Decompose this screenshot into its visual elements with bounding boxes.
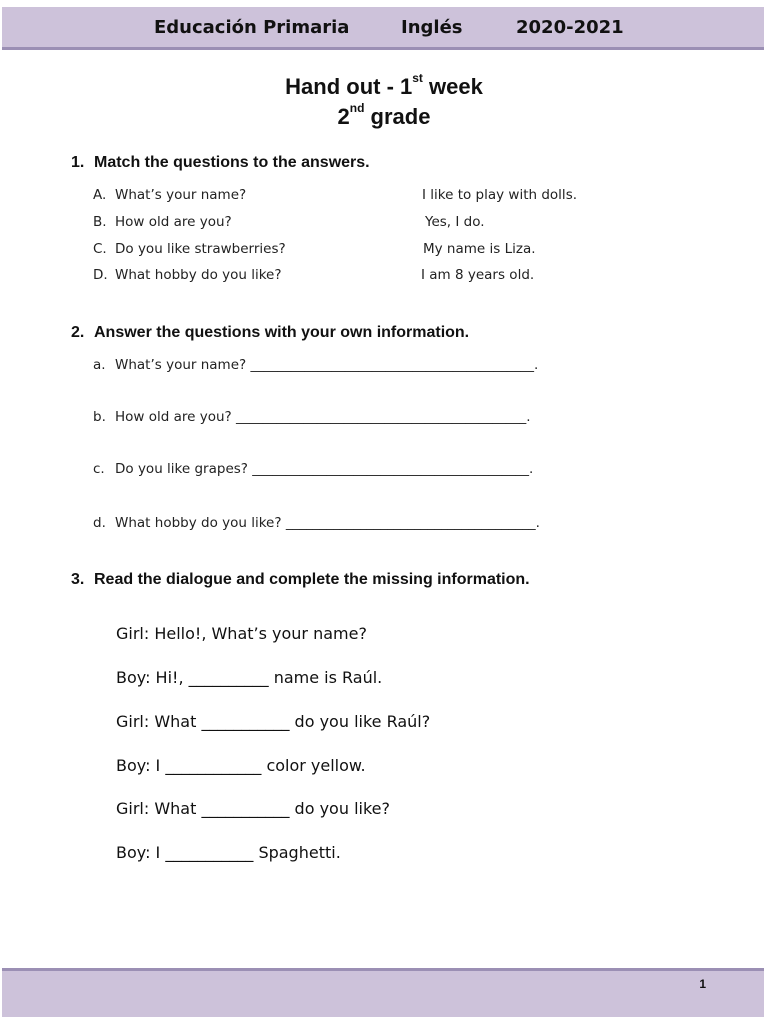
section3-heading (71, 571, 530, 589)
answer-item-letter: a. (93, 357, 106, 373)
dialogue-line: Girl: What ___________ do you like Raúl? (116, 712, 431, 731)
answer-item-text: Do you like grapes? _________________________________________. (115, 461, 534, 477)
match-question (93, 267, 282, 283)
header-subject: Inglés (401, 16, 463, 38)
match-question-text: What’s your name? (115, 187, 247, 203)
match-answer: Yes, I do. (425, 214, 485, 230)
answer-item-letter: d. (93, 515, 106, 531)
title-line2-main: 2 (337, 104, 350, 129)
dialogue-line: Boy: I ___________ Spaghetti. (116, 843, 341, 862)
match-answer: My name is Liza. (423, 241, 536, 257)
section1-number: 1. (71, 154, 85, 171)
answer-item (93, 515, 540, 531)
header-level: Educación Primaria (154, 16, 350, 38)
footer-band (2, 968, 764, 1017)
page-subtitle (0, 101, 768, 130)
section3-number: 3. (71, 571, 85, 588)
title-line2-end: grade (364, 104, 431, 129)
match-question-letter: D. (93, 267, 108, 283)
dialogue-line: Boy: Hi!, __________ name is Raúl. (116, 668, 383, 687)
match-question-text: What hobby do you like? (115, 267, 282, 283)
dialogue-line: Girl: What ___________ do you like? (116, 799, 390, 818)
answer-item-letter: c. (93, 461, 105, 477)
match-question-text: How old are you? (115, 214, 232, 230)
title-line1-end: week (422, 74, 483, 99)
page-number: 1 (699, 977, 706, 991)
answer-item-text: How old are you? ___________________________________________. (115, 409, 531, 425)
header-year: 2020-2021 (516, 16, 624, 38)
match-question-letter: A. (93, 187, 107, 203)
match-question-text: Do you like strawberries? (115, 241, 286, 257)
header-band (2, 7, 764, 50)
answer-item (93, 357, 538, 373)
section1-heading-text: Match the questions to the answers. (94, 154, 370, 171)
answer-item-letter: b. (93, 409, 106, 425)
answer-item-text: What hobby do you like? _____________________________________. (115, 515, 540, 531)
match-question-letter: B. (93, 214, 107, 230)
match-question (93, 187, 246, 203)
section1-heading (71, 154, 370, 172)
dialogue-line: Boy: I ____________ color yellow. (116, 756, 366, 775)
match-answer: I like to play with dolls. (422, 187, 578, 203)
answer-item (93, 461, 533, 477)
match-answer: I am 8 years old. (421, 267, 535, 283)
match-question (93, 214, 232, 230)
title-line2-sup: nd (349, 101, 365, 115)
section2-heading-text: Answer the questions with your own information. (94, 324, 470, 341)
section2-heading (71, 324, 469, 342)
match-question (93, 241, 286, 257)
page-title (0, 71, 768, 100)
section3-heading-text: Read the dialogue and complete the missing information. (94, 571, 530, 588)
dialogue-line: Girl: Hello!, What’s your name? (116, 624, 367, 643)
answer-item-text: What’s your name? __________________________________________. (115, 357, 539, 373)
answer-item (93, 409, 531, 425)
title-line1-main: Hand out - 1 (285, 74, 413, 99)
section2-number: 2. (71, 324, 85, 341)
match-question-letter: C. (93, 241, 107, 257)
title-line1-sup: st (412, 71, 423, 85)
